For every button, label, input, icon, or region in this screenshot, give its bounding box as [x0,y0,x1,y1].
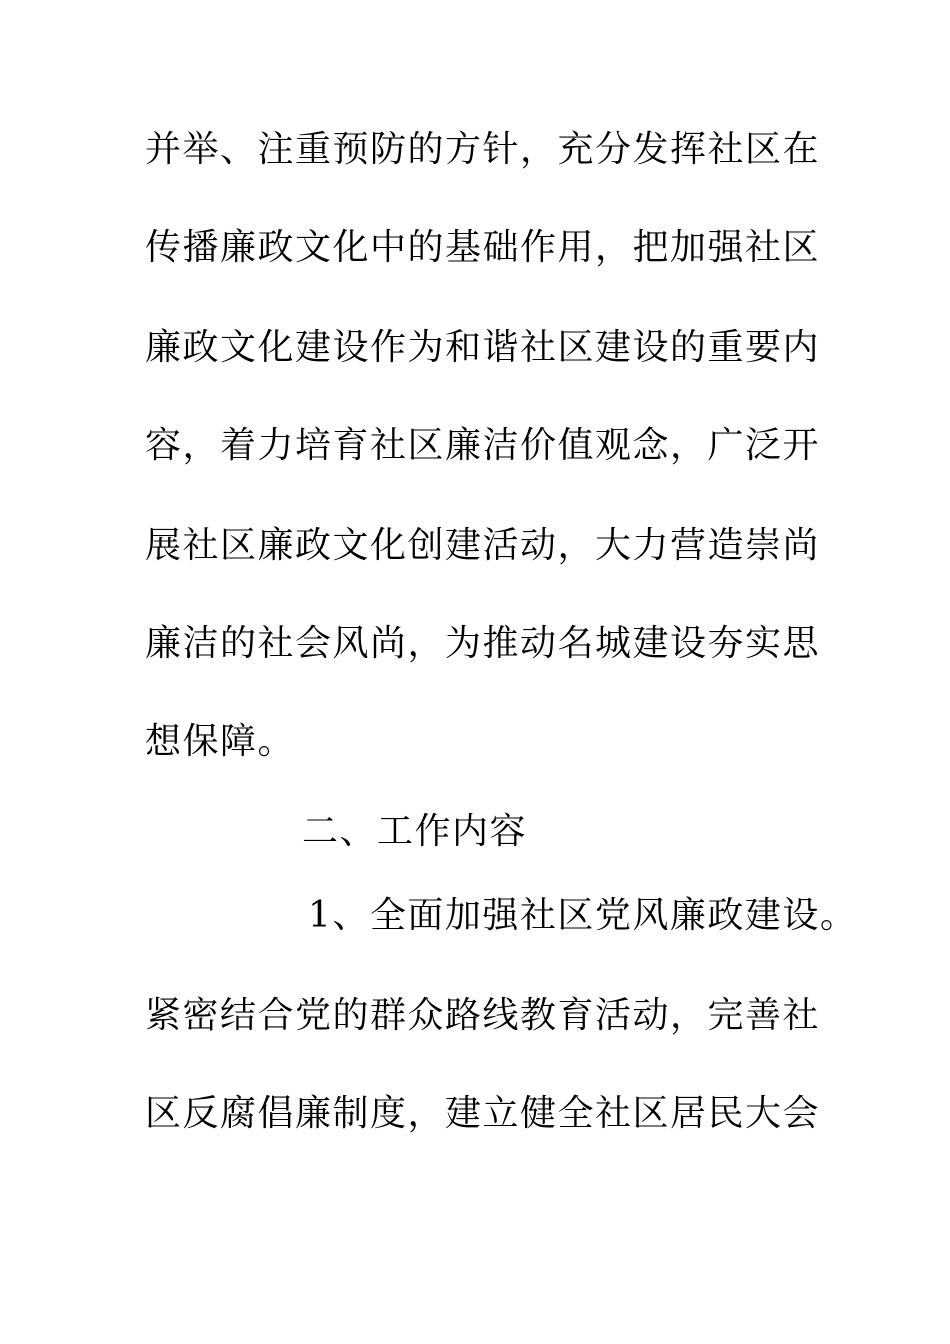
body-text-line: 并举、注重预防的方针，充分发挥社区在 [145,129,821,170]
body-text-line: 展社区廉政文化创建活动，大力营造崇尚 [145,525,821,566]
subsection-heading: 1、全面加强社区党风廉政建设。 [308,895,858,936]
body-text-line: 廉政文化建设作为和谐社区建设的重要内 [145,327,821,368]
body-text-line: 廉洁的社会风尚，为推动名城建设夯实思 [145,623,821,664]
body-text-line: 传播廉政文化中的基础作用，把加强社区 [145,227,821,268]
body-text-line: 紧密结合党的群众路线教育活动，完善社 [145,995,821,1036]
body-text-line: 容，着力培育社区廉洁价值观念，广泛开 [145,425,821,466]
section-heading: 二、工作内容 [302,811,528,852]
body-text-line: 想保障。 [145,721,296,762]
body-text-line: 区反腐倡廉制度，建立健全社区居民大会 [145,1093,821,1134]
